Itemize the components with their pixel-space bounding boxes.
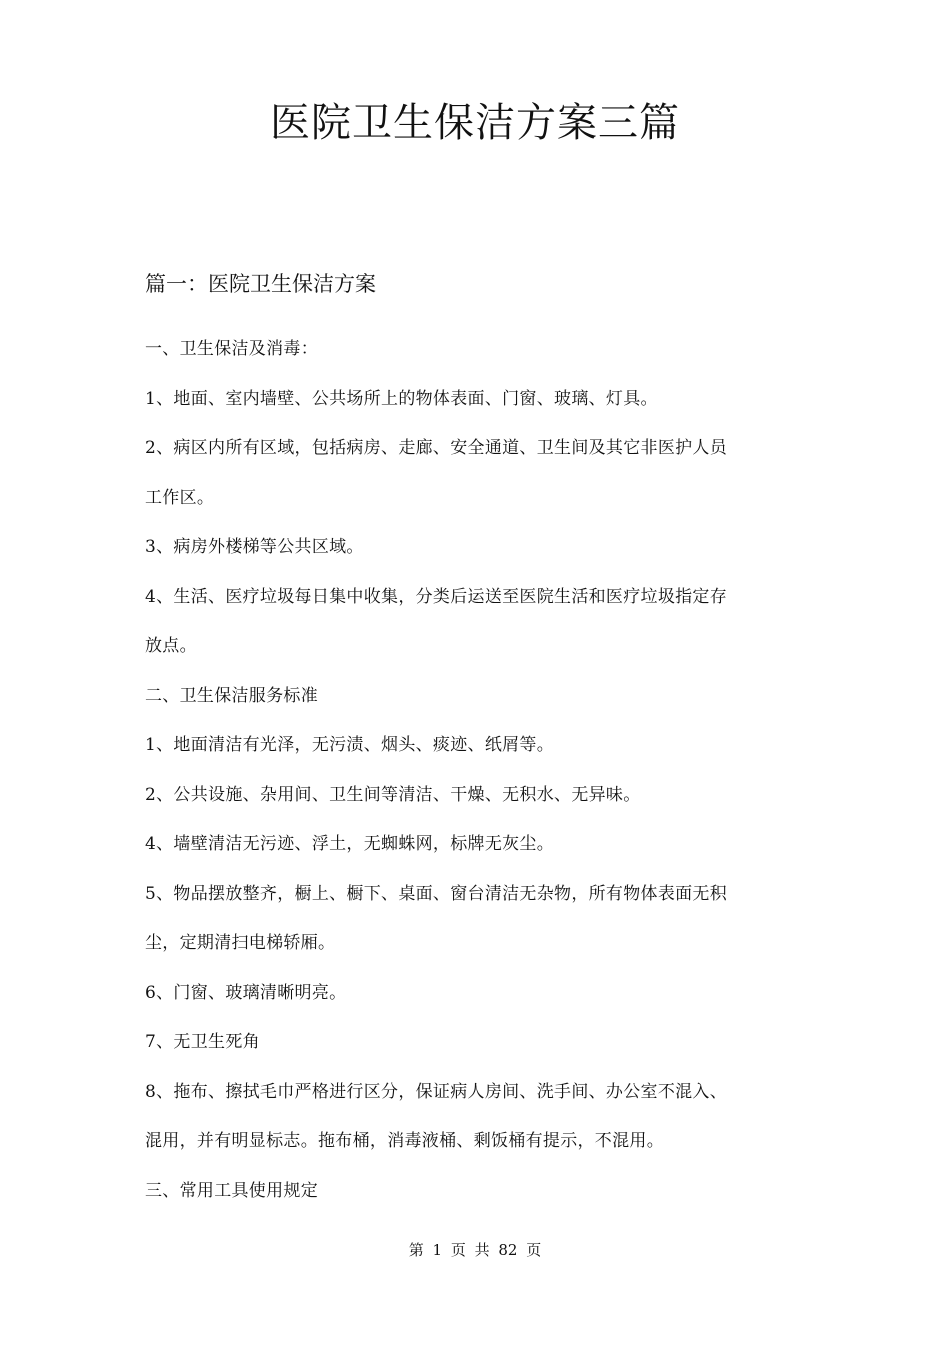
document-title: 医院卫生保洁方案三篇 <box>270 100 680 146</box>
paragraph-line: 尘，定期清扫电梯轿厢。 <box>145 933 336 953</box>
paragraph-line: 5、物品摆放整齐，橱上、橱下、桌面、窗台清洁无杂物，所有物体表面无积 <box>145 883 728 904</box>
paragraph-line: 1、地面、室内墙壁、公共场所上的物体表面、门窗、玻璃、灯具。 <box>145 388 658 409</box>
paragraph-line: 4、生活、医疗垃圾每日集中收集，分类后运送至医院生活和医疗垃圾指定存 <box>145 586 728 607</box>
paragraph-line: 三、常用工具使用规定 <box>145 1180 318 1201</box>
paragraph-line: 工作区。 <box>145 487 215 508</box>
paragraph-line: 一、卫生保洁及消毒： <box>145 339 318 359</box>
paragraph-line: 3、病房外楼梯等公共区域。 <box>145 537 364 557</box>
paragraph-line: 7、无卫生死角 <box>145 1032 260 1052</box>
paragraph-line: 6、门窗、玻璃清晰明亮。 <box>145 982 347 1003</box>
document-body <box>145 325 795 1216</box>
paragraph-line: 8、拖布、擦拭毛巾严格进行区分，保证病人房间、洗手间、办公室不混入、 <box>145 1081 728 1102</box>
section-heading: 篇一：医院卫生保洁方案 <box>145 272 376 296</box>
paragraph-line: 混用，并有明显标志。拖布桶，消毒液桶、剩饭桶有提示，不混用。 <box>145 1131 664 1151</box>
paragraph-line: 2、病区内所有区域，包括病房、走廊、安全通道、卫生间及其它非医护人员 <box>145 438 728 458</box>
paragraph-line: 2、公共设施、杂用间、卫生间等清洁、干燥、无积水、无异味。 <box>145 784 641 805</box>
paragraph-line: 1、地面清洁有光泽，无污渍、烟头、痰迹、纸屑等。 <box>145 735 555 755</box>
paragraph-line: 放点。 <box>145 636 197 656</box>
paragraph-line: 二、卫生保洁服务标准 <box>145 685 318 706</box>
paragraph-line: 4、墙壁清洁无污迹、浮土，无蜘蛛网，标牌无灰尘。 <box>145 834 555 854</box>
page-footer: 第 1 页 共 82 页 <box>408 1241 542 1259</box>
